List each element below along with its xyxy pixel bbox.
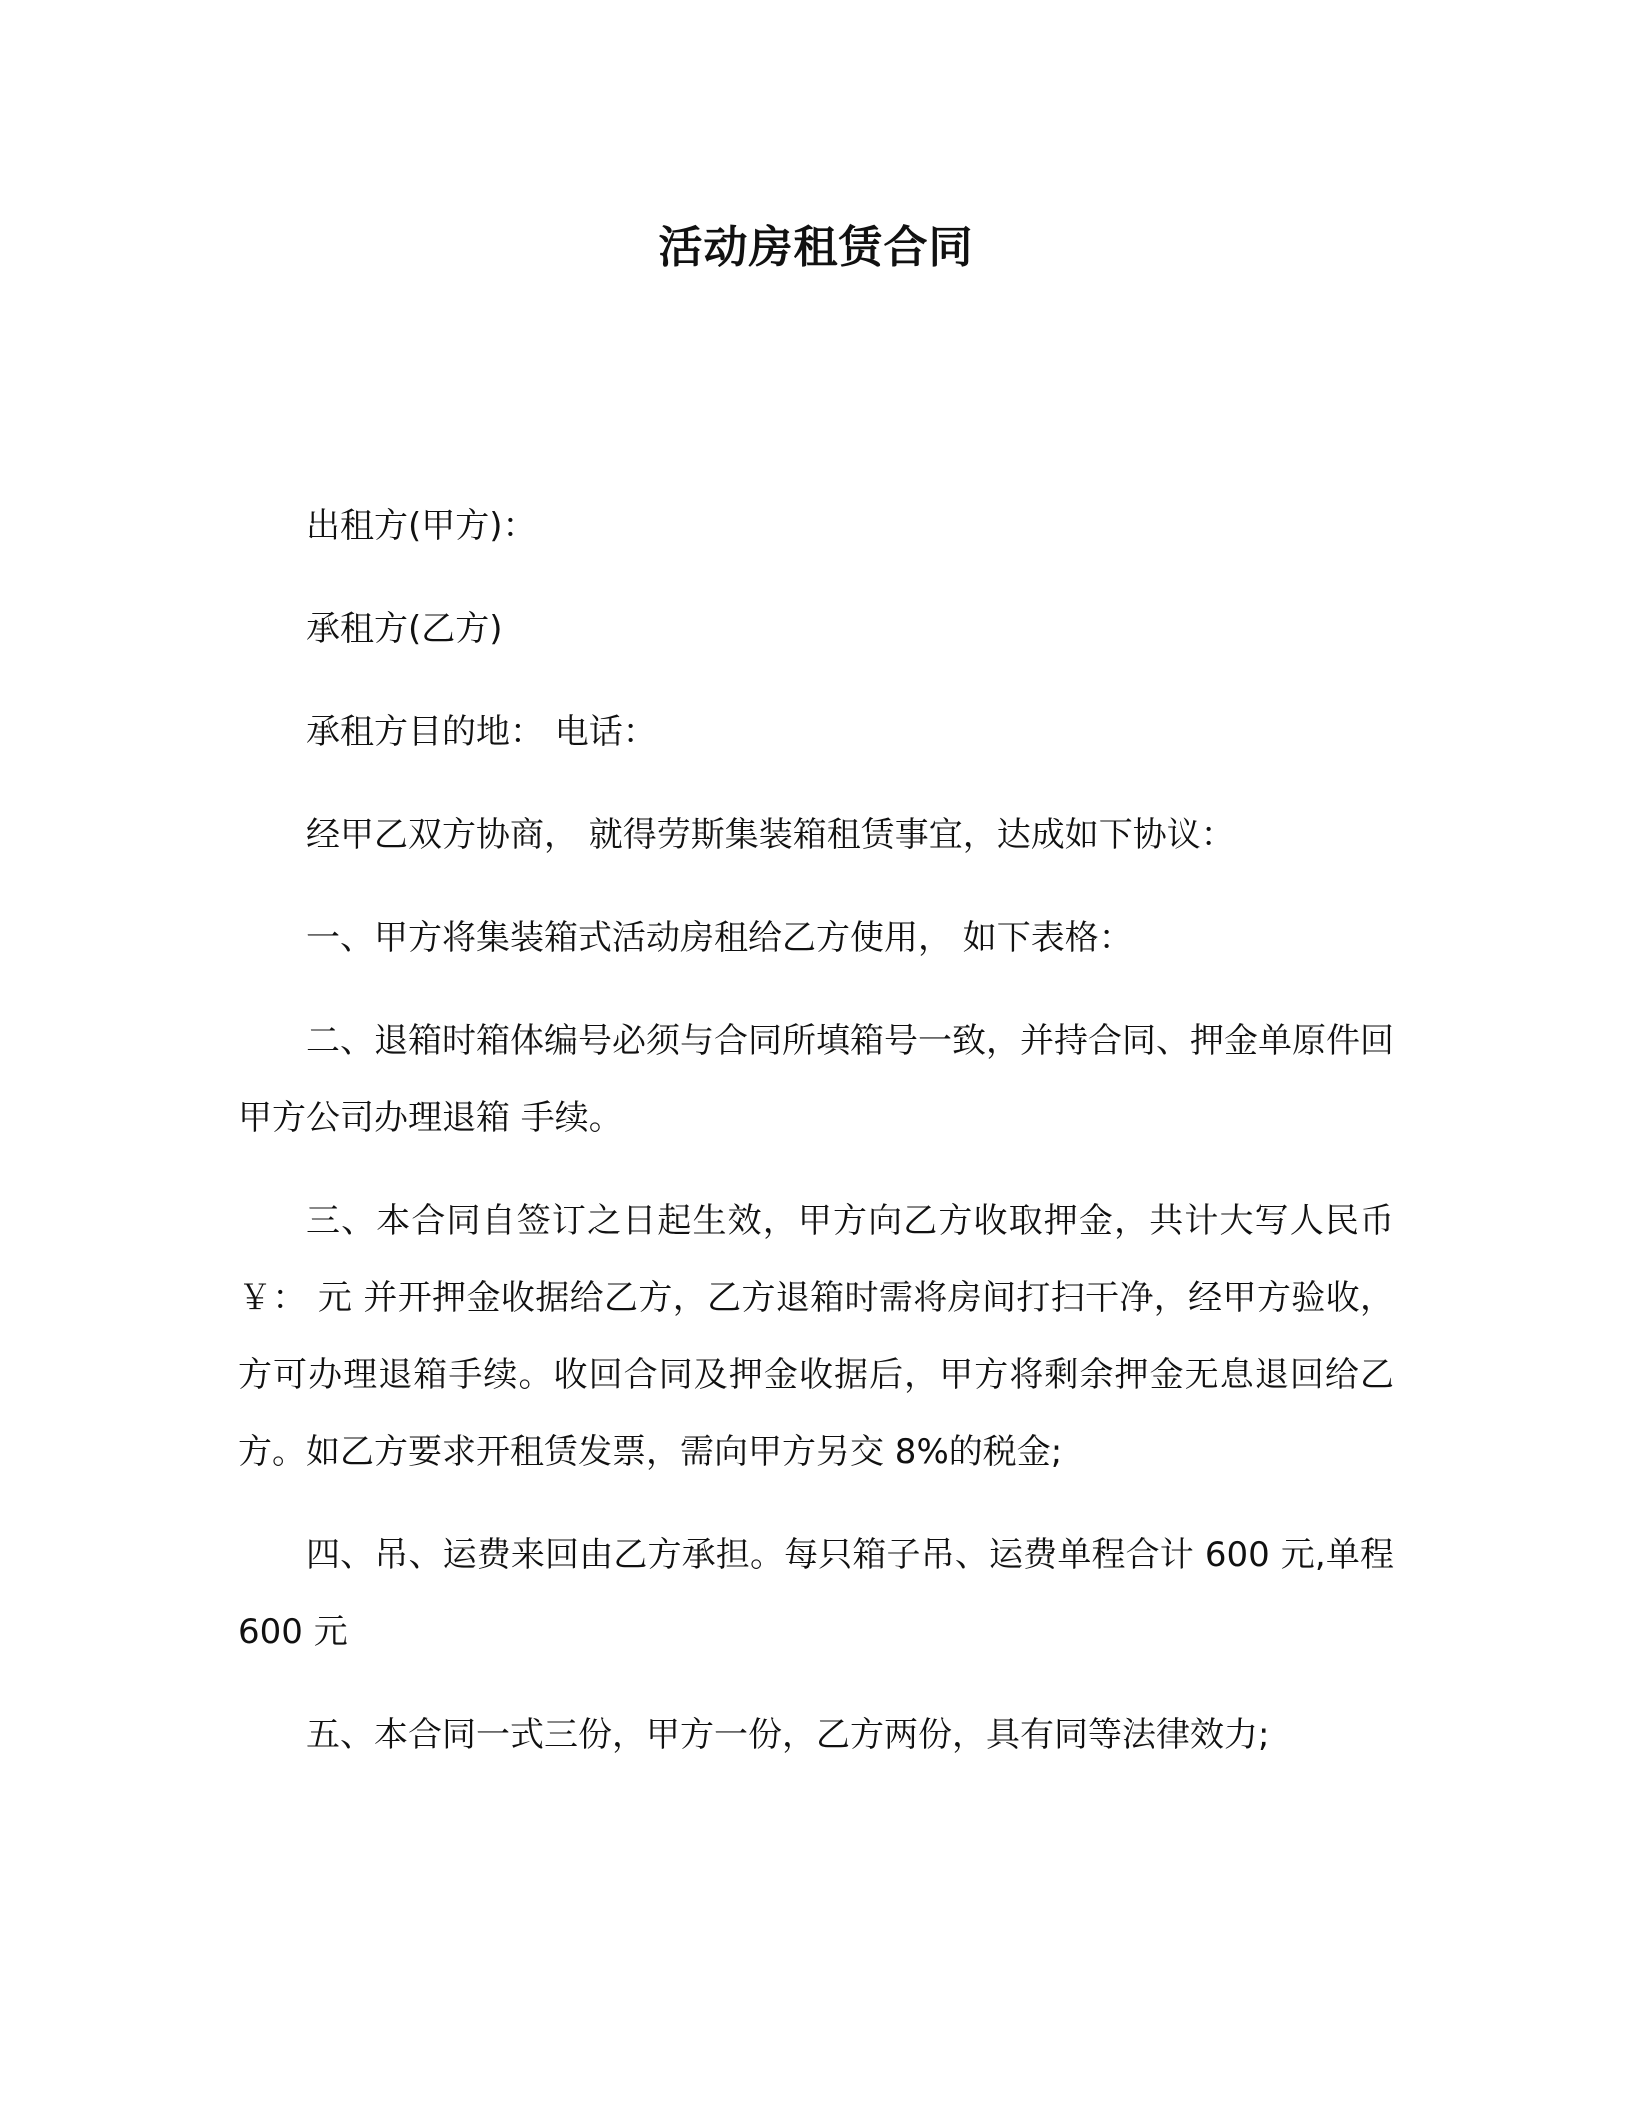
clause-3: 三、本合同自签订之日起生效，甲方向乙方收取押金，共计大写人民币 ￥： 元 并开押金收据给乙方，乙方退箱时需将房间打扫干净，经甲方验收，方可办理退箱手续。收回合同及押金收据后，甲方将剩余押金无息退回给乙方。如乙方要求开租赁发票，需向甲方另交 8%的税金; <box>238 1201 1394 1472</box>
agreement-intro: 经甲乙双方协商， 就得劳斯集装箱租赁事宜，达成如下协议： <box>306 815 1235 855</box>
clause-4: 四、吊、运费来回由乙方承担。每只箱子吊、运费单程合计 600 元,单程 600 元 <box>238 1535 1394 1652</box>
lessor-line: 出租方(甲方)： <box>306 506 537 546</box>
clause-2: 二、退箱时箱体编号必须与合同所填箱号一致，并持合同、押金单原件回甲方公司办理退箱 手续。 <box>238 1021 1394 1138</box>
lessee-line: 承租方(乙方) <box>306 609 503 649</box>
destination-phone-line: 承租方目的地： 电话： <box>306 712 657 752</box>
document-title: 活动房租赁合同 <box>658 222 974 273</box>
document-body <box>238 488 1394 1800</box>
clause-1: 一、甲方将集装箱式活动房租给乙方使用， 如下表格： <box>306 918 1133 958</box>
clause-5: 五、本合同一式三份，甲方一份，乙方两份，具有同等法律效力; <box>306 1715 1270 1755</box>
